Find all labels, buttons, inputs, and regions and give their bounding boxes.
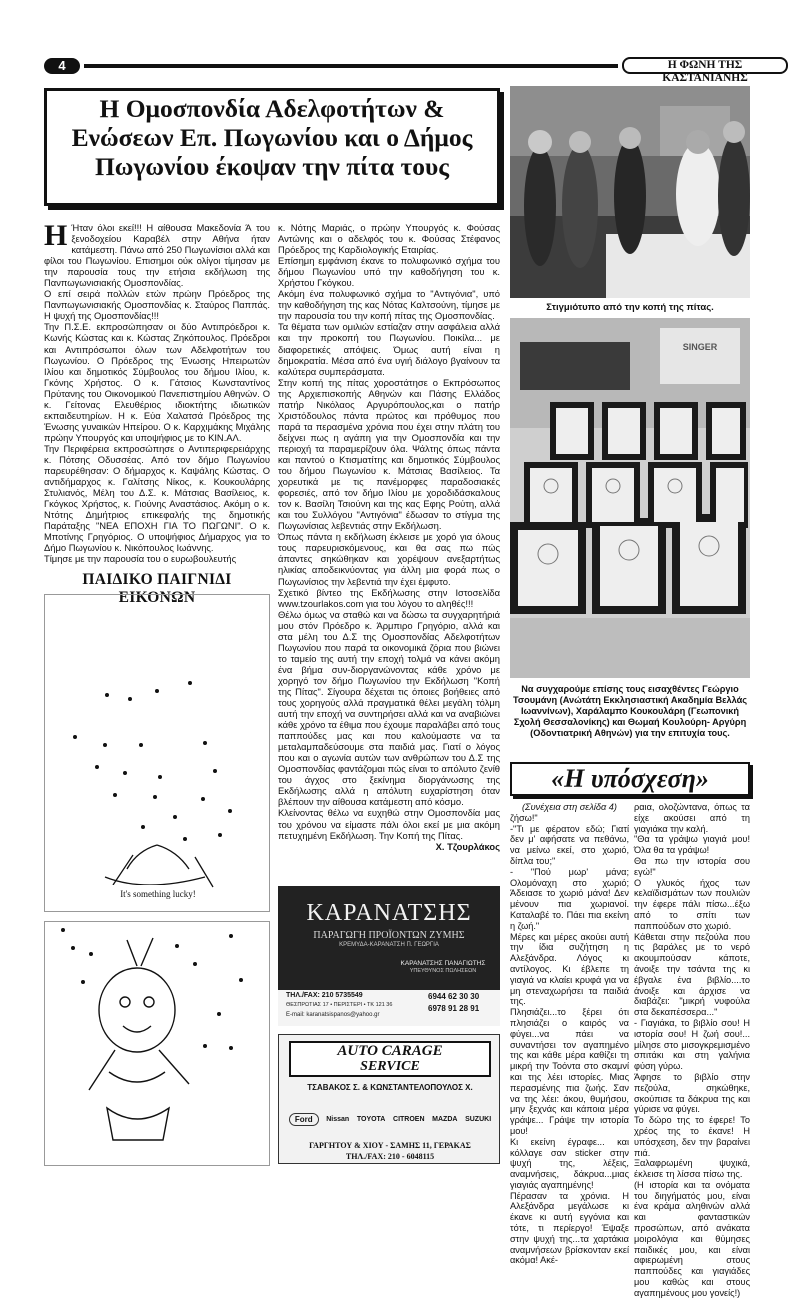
plaques-photo (510, 318, 750, 678)
article-paragraph-text: Ήταν όλοι εκεί!!! Η αίθουσα Μακεδονία Ά του ξενοδοχείου Καραβέλ στην Αθήνα ήταν κατάμεστη. Πάνω από 250 Πωγωνίσιοι αλλά και φίλοι του Πωγωνίου. Επισημοι ούκ ολίγοι τίμησαν με την παρουσία τους την ετήσια εκδήλωση της Πανπωγωνισιακής Ομοσπονδίας. (44, 222, 270, 289)
article-column-1 (44, 219, 270, 565)
drop-cap: Η (44, 219, 68, 252)
story-continued-note: (Συνέχεια στη σελίδα 4) (522, 802, 617, 812)
ford-logo: Ford (289, 1113, 319, 1126)
article-paragraph: Την Περιφέρεια εκπροσώπησε ο Αντιπεριφερειάρχης κ. Πότσης Οδυσσέας. Από τον δήμο Πωγωνίου παρευρέθησαν: Ο δήμαρχος κ. Καψάλης Κώστας. Ο αντιδήμαρχος κ. Γαλίτσης Νίκος, κ. Κουκουλάρης Στυλιανός, Μέλη του Δ.Σ. κ. Μάτσιας Βασίλειος, κ. Γκόγκος Χρήστος, κ. Γιούνης Αναστάσιος. Ακόμη ο κ. Ντότης Δημήτριος επικεφαλής της δημοτικής Παράταξης "ΝΕΑ ΕΠΟΧΗ ΓΙΑ ΤΟ ΠΩΓΩΝΙ". Ο κ. Μποτίνης Γρηγόριος. Ο υποψήφιος Δήμαρχος για το Δήμο Πωγωνίου κ. Νικόπουλος Ιωάννης. (44, 442, 270, 554)
page-number: 4 (44, 58, 80, 74)
story-paragraph: Ο γλυκός ήχος των κελαϊδισμάτων των πουλιών την έφερε πάλι πίσω...έξω από το σπίτι των παππούδων στο χωριό. (634, 877, 750, 931)
puzzle-lucky-caption: It's something lucky! (120, 889, 196, 899)
story-paragraph: Μέρες και μέρες ακούει αυτή την ίδια συζήτηση η Αλεξάνδρα. Λόγος κι αντίλογος. Κι έβλεπε τη γιαγιά να κλαίει κρυφά για να μη στεναχωρήσει τα παιδιά της. (510, 931, 629, 1007)
pie-cutting-photo-image (510, 86, 750, 298)
story-paragraph: - Γιαγιάκα, το βιβλίο σου! Η ιστορία σου! Η ζωή σου!... μίλησε στο μισογκρεμισμένο σπιτάκι και στη γαλήνια φύση γύρω. (634, 1017, 750, 1072)
story-paragraph: Άφησε το βιβλίο στην πεζούλα, σηκώθηκε, σκούπισε τα δάκρυα της και γύρισε να φύγει. (634, 1071, 750, 1115)
article-paragraph: Στην κοπή της πίτας χοροστάτησε ο Εκπρόσωπος της Αρχιεπισκοπής Αθηνών και Πάσης Ελλάδος πατήρ Νικόλαος Αργυρόπουλος,και ο πατήρ Χριστόδουλος πάντα πρώτος και πρόθυμος που παρά τα περασμένα χρόνια που έχει στην πλάτη του δείχνει πως η αγάπη για την Ομοσπονδία και την περιοχή τα παραμερίζουν όλα. Ψάλτης όπως πάντα και παντού ο Κτισματίτης και δημοτικός Σύμβουλος του δήμου Πωγωνίου κ. Μάτσιας Βασίλειος. Τα χορευτικά με τις πανέμορφες παραδοσιακές φορεσιές, από τον δήμο Ιλίου με χοροδιδάσκαλους τον κ. Βασίλη Τσιούνη και της κας Εφης Ρούτη, αλλά και του Συλλόγου "Αντιγόνια" έδωσαν το στίγμα της Πωγωνίσιας λεβεντιάς στην Εκδήλωση. (278, 376, 500, 532)
pie-cutting-photo (510, 86, 750, 298)
puzzle-title: ΠΑΙΔΙΚΟ ΠΑΙΓΝΙΔΙ ΕΙΚΟΝΩΝ (82, 571, 232, 606)
dot-puzzle-1 (44, 594, 270, 912)
plaques-photo-image (510, 318, 750, 678)
story-paragraph: Πλησιάζει...το ξέρει ότι πλησιάζει ο καιρός να φύγει...να πάει να συναντήσει τον αγαπημένο της και κάθε μέρα καθίζει τη μικρή την Τοόντα στο σκαμνί και της λέει ιστορίες. Μιας περασμένης πια ζωής. Σαν να της λέει: άκου, θυμήσου, μην ξεχνάς και κάποια μέρα γράψε... Γράψε την ιστορία μου! (510, 1007, 629, 1136)
article-paragraph: Σχετικό βίντεο της Εκδήλωσης στην Ιστοσελίδα www.tzourlakos.com για του λόγου το αληθές!!! (278, 586, 500, 609)
article-paragraph: Τα θέματα των ομιλιών εστίαζαν στην ασφάλεια αλλά και την προκοπή του Πωγωνίου. Ποικίλα... με διαφορετικές απόψεις. Όμως αυτή είναι η δημοκρατία. Μέσα από ένα υγιή διάλογο βγαίνουν τα καλύτερα συμπεράσματα. (278, 321, 500, 377)
article-paragraph: Κλείνοντας θέλω να ευχηθώ στην Ομοσπονδία μας του χρόνου να είμαστε πάλι όλοι εκεί με μια ακόμη πετυχημένη Εκδήλωση. Την Κοπή της Πίτας. (278, 807, 500, 841)
photo-caption-2: Να συγχαρούμε επίσης τους εισαχθέντες Γεώργιο Τσουμάνη (Ανώτάτη Εκκλησιαστική Ακαδημία Βελλάς Ιωαννίνων), Χαράλαμπο Κουκουλάρη (Γεωπονική Σχολή Θεσσαλονίκης) και Θωμαή Κουλούρη- Αργύρη (Οδοντιατρική Αθηνών) για την επιτυχία τους. (512, 684, 748, 738)
bakery-phone: ΤΗΛ./FAX: 210 5735549 (286, 992, 363, 999)
bakery-name: ΚΑΡΑΝΑΤΣΗΣ (306, 900, 472, 926)
suzuki-logo: SUZUKI (465, 1115, 492, 1123)
toyota-logo: TOYOTA (356, 1115, 386, 1123)
bakery-mobile-1: 6944 62 30 30 (428, 992, 480, 1001)
article-paragraph: Ο επί σειρά πολλών ετών πρώην Πρόεδρος της Πανπωγωνισιακής Ομοσπονδίας κ. Σταύρος Παππάς. Η ψυχή της Ομοσπονδίας!!! (44, 288, 270, 322)
story-column-2 (634, 802, 750, 1298)
dot-puzzle-2-drawing (45, 922, 269, 1165)
article-paragraph: Ακόμη ένα πολυφωνικό σχήμα το "Αντιγόνια", υπό την καθοδήγηση της κας Νότας Καλτσούνη, τίμησε με την παρουσία του την κοπή πίτας της Ομοσπονδίας. (278, 288, 500, 322)
garage-title-1: AUTO CARAGE (337, 1043, 443, 1059)
story-column-1 (510, 802, 629, 1266)
article-paragraph: κ. Νότης Μαριάς, ο πρώην Υπουργός κ. Φούσας Αντώνης και ο αδελφός του κ. Φούσας Στέφανος Πρόεδρος της Καρδιολογικής Εταιρίας. (278, 222, 500, 256)
story-paragraph: Ξαλαφρωμένη ψυχικά, έκλεισε τη λίσσα πίσω της. (634, 1158, 750, 1180)
story-paragraph: -"Τι με φέρατον εδώ; Γιατί δεν μ' αφήσατε να πεθάνω, να μείνω εκεί, στο χωριό, δίπλα του;" (510, 823, 629, 866)
article-paragraph: Όπως πάντα η εκδήλωση έκλεισε με χορό για όλους τους παρευρισκόμενους, και θα σας πω πώς άπαντες σηκώθηκαν και χορέψουν ανεξαρτήτως ηλικίας αποδεικνύοντας για άλλη μια φορά πως ο Πωγωνίσιος την λεβεντιά την έχει έμφυτο. (278, 531, 500, 587)
article-headline: Η Ομοσπονδία Αδελφοτήτων & Ενώσεων Επ. Πωγωνίου και ο Δήμος Πωγωνίου έκοψαν την πίτα τους (44, 88, 500, 206)
bakery-subtitle: ΚΡΕΜΥΔΑ-ΚΑΡΑΝΑΤΣΗ Π. ΓΕΩΡΓΙΑ (339, 942, 439, 948)
garage-advertisement (278, 1034, 500, 1164)
header-rule (84, 64, 618, 68)
article-column-2 (278, 222, 500, 874)
singer-brand-text: SINGER (682, 342, 718, 352)
bakery-owner-role: ΥΠΕΥΘΥΝΟΣ ΠΩΛΗΣΕΩΝ (409, 968, 477, 974)
photo-caption-1: Στιγμιότυπο από την κοπή της πίτας. (546, 302, 714, 313)
story-paragraph: Πέρασαν τα χρόνια. Η Αλεξάνδρα μεγάλωσε κι έκανε κι αυτή εγγόνια και τότε, τι περίεργο! Έψαξε στην ψυχή της...τα χαρτάκια αναμνήσεων βρίσκονταν εκεί ακόμα! Ακέ- (510, 1190, 629, 1266)
car-brand-logos (285, 1101, 495, 1137)
bakery-email: E-mail: karanatsispanos@yahoo.gr (286, 1012, 380, 1018)
story-paragraph: (Η ιστορία και τα ονόματα του διηγήματός μου, είναι ένα κράμα αληθινών αλλά και φανταστικών προσώπων, από ανάκατα μοιρολόγια και θύμησες παιδικές μου, και είναι αφιερωμένη στους παππούδες και γιαγιάδες μου καθώς και στους αγαπημένους μου γονείς!) (634, 1179, 750, 1298)
bakery-mobile-2: 6978 91 28 91 (428, 1004, 480, 1013)
article-paragraph: Τίμησε με την παρουσία του ο ευρωβουλευτής (44, 553, 237, 565)
article-paragraph: Θέλω όμως να σταθώ και να δώσω τα συγχαρητήριά μου στόν Πρόεδρο κ. Άρμπιρο Γρηγόριο, αλλά και στα μέλη του Δ.Σ της Ομοσπονδίας Αδελφοτήτων Πωγωνίου που παρά τα οικονομικά ζόρια που βιώνει το ταμείο της αυτή την εποχή τολμά να κάνει ακόμη ένα βήμα συν-διοργανώνοντας κάθε χρόνο με χορηγό τον δήμο Πωγωνίου την Εκδήλωση "Κοπή της Πίτας". Σίγουρα δέχεται τις όποιες βοήθειες από τους χορηγούς αλλά πραγματικά θέλει μεγάλη τόλμη αυτή την εποχή να συντηρήσει αλλά και να αναβιώνει κάθε χρόνο τα έθιμα που έχουμε παραλάβει από τους παππούδες μας και που καλούμαστε να τα μεταλαμπαδεύσουμε στα παιδιά μας. Γιατί ο λόγος που και ο αγωνία αυτών των ανθρώπων του Δ.Σ της Ομοσπονδίας φαντάζομαι πώς είναι το απόλυτο ζενίθ του άγχος στο ξεκίνημα διοργάνωσης της Εκδήλωσης αλλά η απόλυτη ευχαρίστηση όταν βλέπουν την αίθουσα κατάμεστη από κόσμο. (278, 608, 500, 808)
bakery-owner: ΚΑΡΑΝΑΤΣΗΣ ΠΑΝΑΓΙΩΤΗΣ (400, 960, 486, 967)
garage-phone: ΤΗΛ./FAX: 210 - 6048115 (345, 1152, 435, 1161)
dot-puzzle-1-drawing (45, 595, 269, 911)
story-title: «Η υπόσχεση» (510, 762, 750, 796)
article-paragraph (44, 219, 270, 289)
bakery-address: ΘΕΣΠΡΩΤΙΑΣ 17 • ΠΕΡΙΣΤΕΡΙ • ΤΚ 121 36 (286, 1002, 393, 1008)
paper-title: Η ΦΩΝΗ ΤΗΣ ΚΑΣΤΑΝΙΑΝΗΣ (622, 57, 788, 74)
garage-address: ΓΑΡΓΗΤΟΥ & ΧΙΟΥ - ΣΑΜΗΣ 11, ΓΕΡΑΚΑΣ (309, 1141, 471, 1150)
story-paragraph: ζήσω!" (510, 812, 538, 823)
article-paragraph: Την Π.Σ.Ε. εκπροσώπησαν οι δύο Αντιπρόεδροι κ. Κωνής Κώστας και κ. Κώστας Ζηκόπουλος. Πρόεδροι και Αντιπρόσωποι όλων των Αδελφοτήτων του Πωγωνίου. Ο Πρόεδρος της Ένωσης Ηπειρωτών Ιλίου και δημοτικός Σύμβουλος του δήμου Ιλίου, κ. Γκόνης Χρήστος. Ο κ. Γάτσιος Κωνσταντίνος Πρύτανης του Οικονομικού Πανεπιστημίου Αθηνών. Ο κ. Γείτονας Ελευθέριος ιδιοκτήτης ιδιωτικών εκπαιδευτηρίων. Η κ. Εύα Χαλατσά Πρόεδρος της Ένωσης γυναικών Ηπείρου. Ο κ. Καρχιμάκης Μιχάλης πρώην Υπουργός και υποψήφιος με το ΚΙΝ.ΑΛ. (44, 321, 270, 443)
story-paragraph: - "Πού μωρ' μάνα; Ολομόναχη στο χωριό; Άδειασε το χωριό μάνα! Δεν μένουν πια χωριανοί. Καταλαβέ το. Πάει πια εκείνη η ζωή." (510, 866, 629, 931)
story-paragraph: "Θα τα γράψω γιαγιά μου! Όλα θα τα γράψω! (634, 834, 750, 856)
bakery-tagline: ΠΑΡΑΓΩΓΗ ΠΡΟΪΟΝΤΩΝ ΖΥΜΗΣ (313, 930, 465, 941)
citroen-logo: CITROEN (393, 1115, 425, 1123)
nissan-logo: Nissan (326, 1115, 350, 1123)
mazda-logo: MAZDA (432, 1115, 458, 1123)
story-paragraph: Το δώρο της το έφερε! Το χρέος της το έκανε! Η υπόσχεση, δεν την βαραίνει πιά. (634, 1115, 750, 1158)
article-signature: Χ. Τζουρλάκος (435, 840, 500, 852)
story-paragraph: ραια, ολοζώντανα, όπως τα είχε ακούσει από τη γιαγιάκα την καλή. (634, 802, 750, 834)
story-paragraph: Κάθεται στην πεζούλα που τις βαράλες με το νερό ακουμπούσαν κάποτε, άνοιξε την τσάντα της κι έβγαλε ένα βιβλίο....το άνοιξε και άρχισε να διαβάζει: "μικρή νυφούλα στα δεκαπέσσερα..." (634, 931, 750, 1018)
article-paragraph: Επίσημη εμφάνιση έκανε το πολυφωνικό σχήμα του δήμου Πωγωνίου υπό την καθοδήγηση του κ. Χρήστου Γκόγκου. (278, 255, 500, 289)
story-paragraph: Κι εκείνη έγραφε... και κόλλαγε σαν sticker στην ψυχή της, λέξεις, αναμνήσεις, δάκρυα...μιας γιαγιάς αγαπημένης! (510, 1136, 629, 1190)
garage-title-2: SERVICE (360, 1059, 420, 1074)
garage-owners: ΤΣΑΒΑΚΟΣ Σ. & ΚΩΝΣΤΑΝΤΕΛΟΠΟΥΛΟΣ Χ. (307, 1083, 473, 1092)
dot-puzzle-2 (44, 921, 270, 1166)
story-paragraph: Θα πω την ιστορία σου εγώ!" (634, 855, 750, 877)
bakery-advertisement (278, 886, 500, 1026)
